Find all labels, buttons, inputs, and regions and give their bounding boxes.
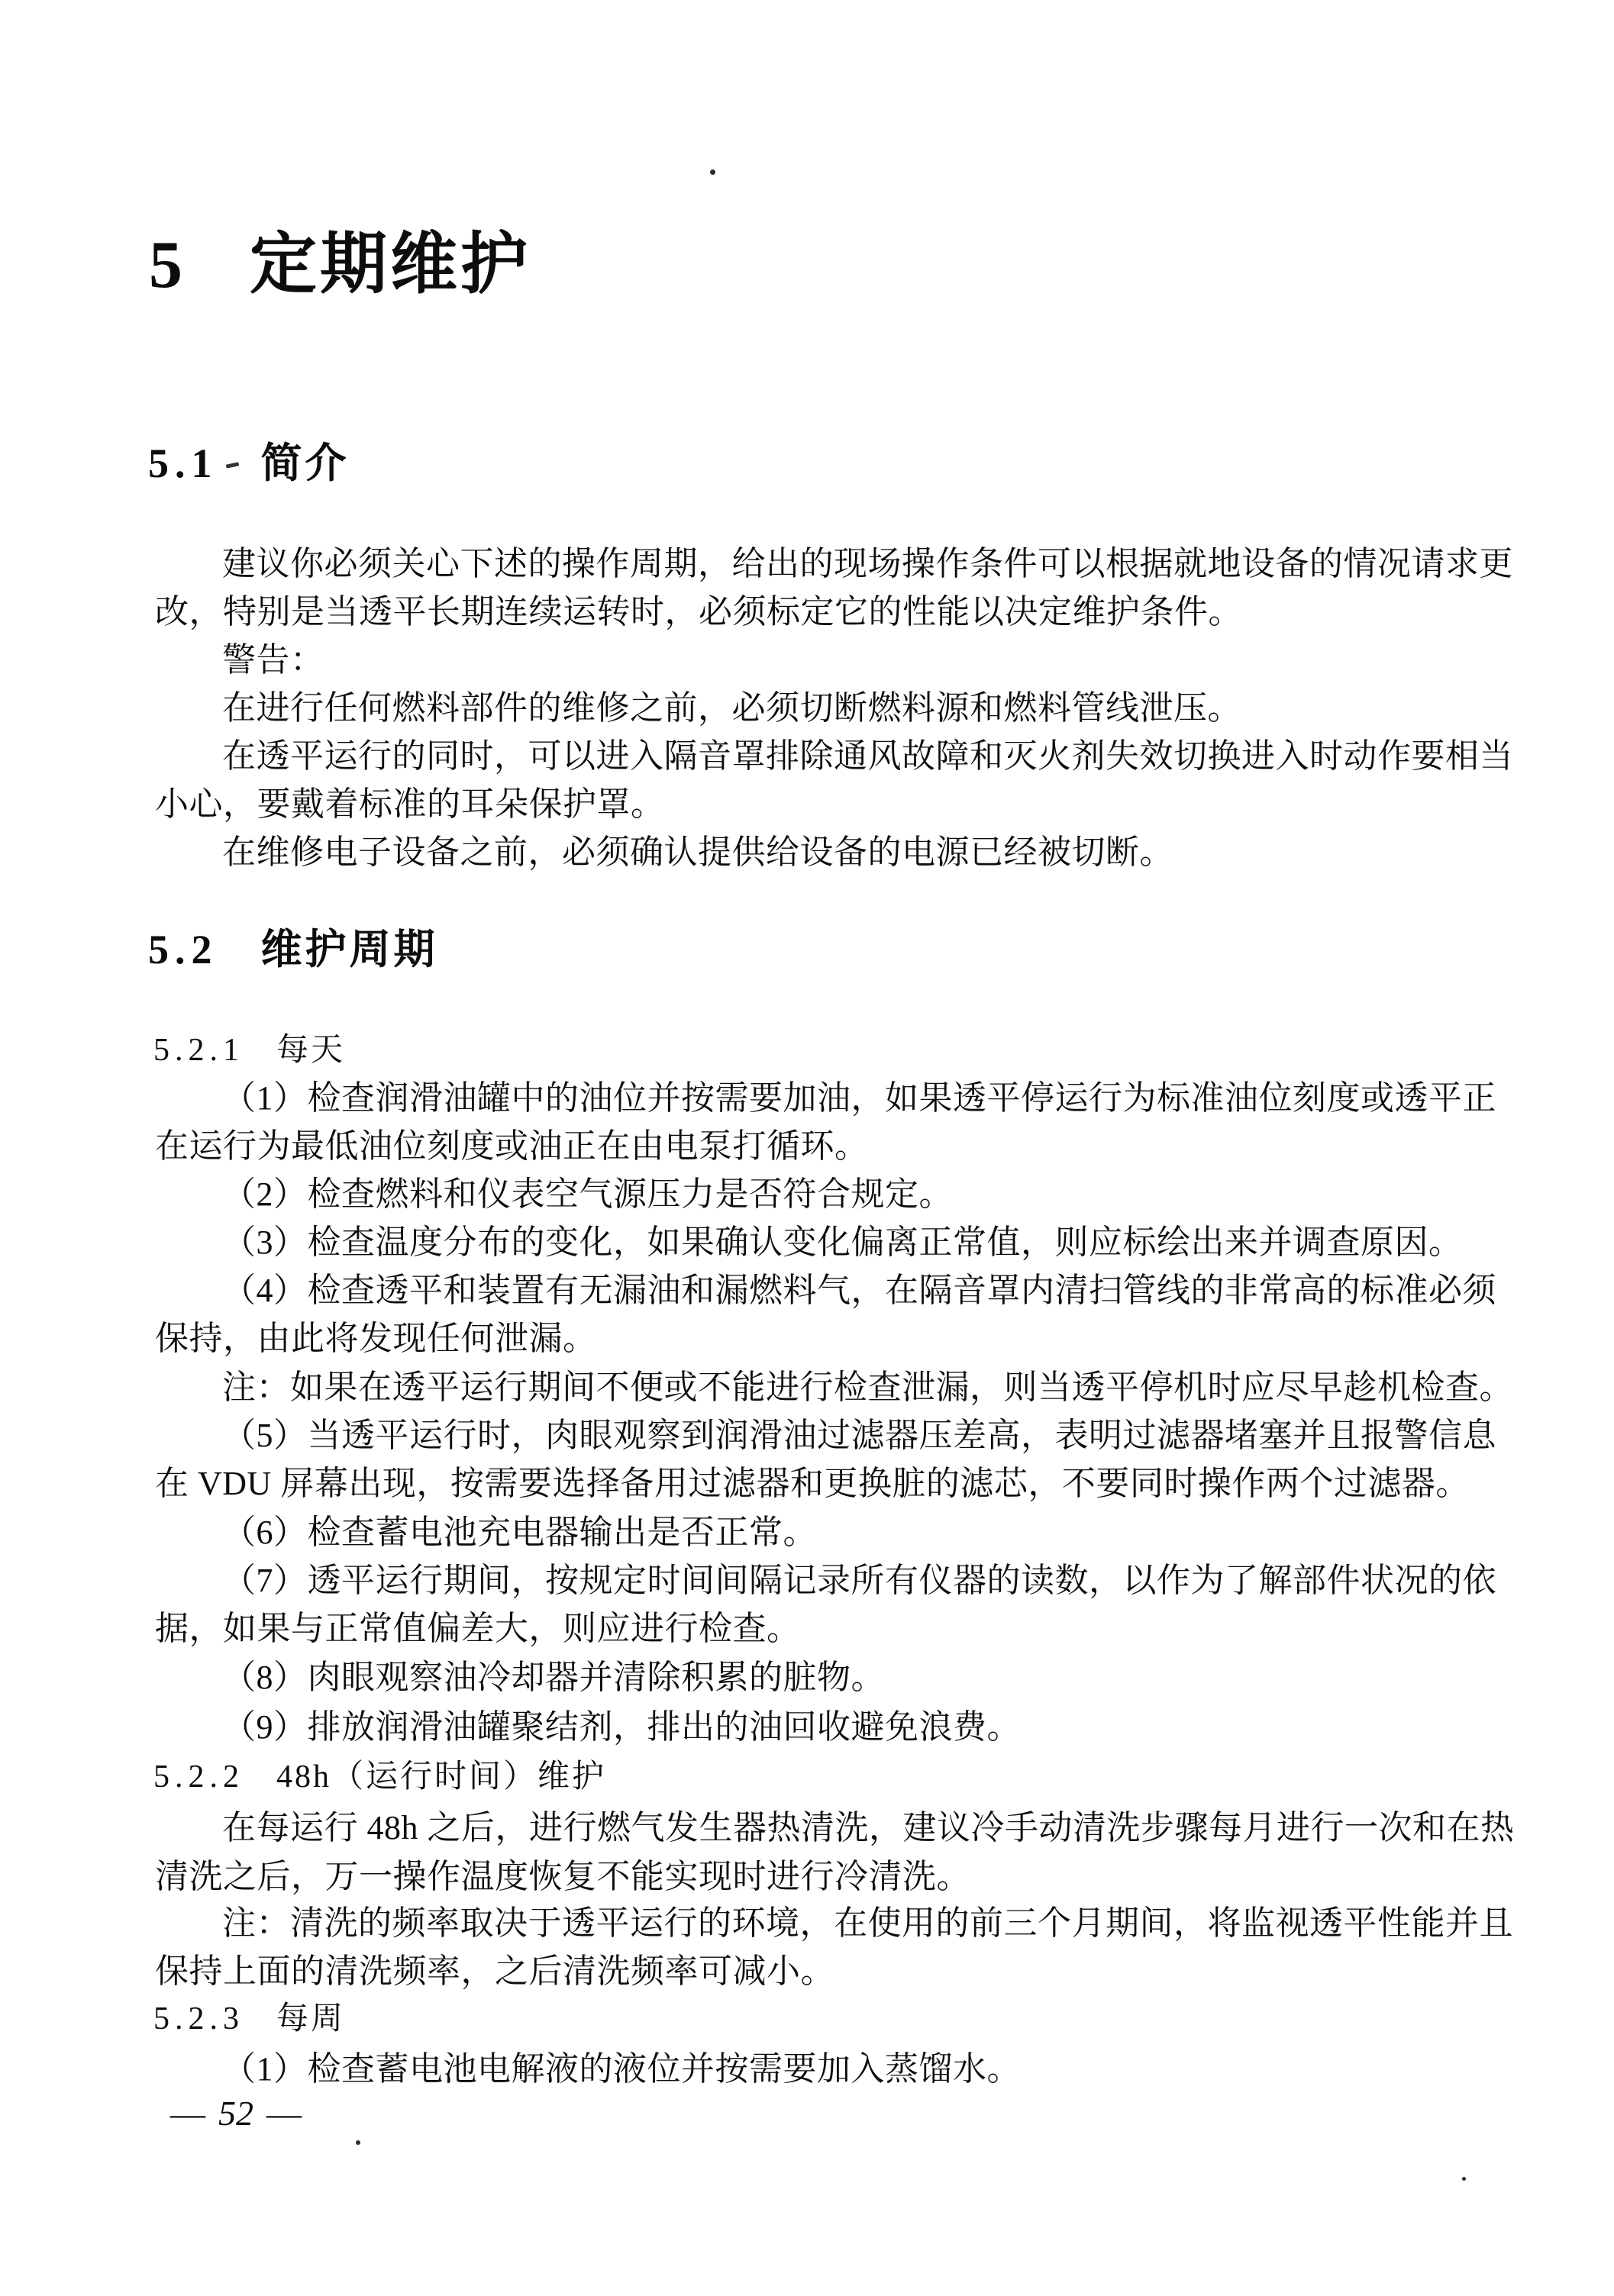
text-line: 在每运行 48h 之后，进行燃气发生器热清洗，建议冷手动清洗步骤每月进行一次和在热 — [222, 1809, 1515, 1846]
section-number: 5.1 — [148, 440, 218, 486]
page-footer — [170, 2096, 302, 2131]
chapter-heading — [149, 229, 531, 303]
scan-artifact-dot — [356, 2140, 360, 2145]
text-line: （1）检查蓄电池电解液的液位并按需要加入蒸馏水。 — [222, 2050, 1021, 2088]
text-line: 在维修电子设备之前，必须确认提供给设备的电源已经被切断。 — [222, 834, 1173, 871]
footer-dash-left: — — [170, 2094, 205, 2133]
text-line: （1）检查润滑油罐中的油位并按需要加油，如果透平停运行为标准油位刻度或透平正 — [222, 1079, 1496, 1117]
chapter-title: 定期维护 — [250, 228, 531, 302]
text-line: （2）检查燃料和仪表空气源压力是否符合规定。 — [222, 1175, 953, 1213]
text-line: 保持上面的清洗频率，之后清洗频率可减小。 — [155, 1953, 834, 1990]
text-line: 警告： — [222, 641, 324, 679]
text-line: （3）检查温度分布的变化，如果确认变化偏离正常值，则应标绘出来并调查原因。 — [222, 1224, 1463, 1261]
footer-dash-right: — — [266, 2094, 302, 2133]
text-line: 在运行为最低油位刻度或油正在由电泵打循环。 — [155, 1127, 869, 1165]
text-line: 注：如果在透平运行期间不便或不能进行检查泄漏，则当透平停机时应尽早趁机检查。 — [222, 1369, 1513, 1406]
text-line: （8）肉眼观察油冷却器并清除积累的脏物。 — [222, 1659, 885, 1696]
section-title: 维护周期 — [260, 927, 438, 972]
scan-artifact-dot — [710, 169, 715, 175]
text-line: （7）透平运行期间，按规定时间间隔记录所有仪器的读数，以作为了解部件状况的依 — [222, 1562, 1496, 1599]
text-line: 据，如果与正常值偏差大，则应进行检查。 — [155, 1610, 801, 1647]
subsection-number: 5.2.3 — [153, 2001, 244, 2036]
text-line: 清洗之后，万一操作温度恢复不能实现时进行冷清洗。 — [155, 1858, 970, 1895]
text-line: 小心，要戴着标准的耳朵保护罩。 — [155, 785, 665, 823]
text-line: （4）检查透平和装置有无漏油和漏燃料气，在隔音罩内清扫管线的非常高的标准必须 — [222, 1272, 1496, 1309]
subsection-heading-5-2-3 — [153, 2001, 345, 2036]
text-line: 改，特别是当透平长期连续运转时，必须标定它的性能以决定维护条件。 — [155, 593, 1242, 630]
section-heading-5-1 — [148, 441, 350, 486]
section-title: 简介 — [260, 440, 350, 486]
text-line: 在进行任何燃料部件的维修之前，必须切断燃料源和燃料管线泄压。 — [222, 689, 1241, 727]
text-line: 保持，由此将发现任何泄漏。 — [155, 1320, 597, 1357]
subsection-title: 48h（运行时间）维护 — [276, 1759, 607, 1795]
scan-artifact-dot — [1462, 2177, 1466, 2181]
subsection-title: 每周 — [276, 2001, 346, 2036]
subsection-heading-5-2-2 — [153, 1759, 606, 1795]
subsection-title: 每天 — [276, 1033, 346, 1068]
chapter-number: 5 — [149, 228, 186, 302]
section-number: 5.2 — [148, 927, 218, 972]
text-line: （5）当透平运行时，肉眼观察到润滑油过滤器压差高，表明过滤器堵塞并且报警信息 — [222, 1417, 1496, 1454]
text-line: 注：清洗的频率取决于透平运行的环境，在使用的前三个月期间，将监视透平性能并且 — [222, 1904, 1513, 1942]
subsection-number: 5.2.2 — [153, 1759, 244, 1795]
subsection-number: 5.2.1 — [153, 1033, 244, 1068]
text-line: （9）排放润滑油罐聚结剂，排出的油回收避免浪费。 — [222, 1708, 1021, 1746]
text-line: 建议你必须关心下述的操作周期，给出的现场操作条件可以根据就地设备的情况请求更 — [222, 545, 1513, 582]
text-line: 在 VDU 屏幕出现，按需要选择备用过滤器和更换脏的滤芯，不要同时操作两个过滤器。 — [155, 1465, 1470, 1502]
footer-page-number: 52 — [218, 2094, 253, 2133]
text-line: 在透平运行的同时，可以进入隔音罩排除通风故障和灭火剂失效切换进入时动作要相当 — [222, 737, 1513, 775]
subsection-heading-5-2-1 — [153, 1033, 345, 1068]
text-line: （6）检查蓄电池充电器输出是否正常。 — [222, 1514, 817, 1551]
section-heading-5-2 — [148, 927, 438, 972]
